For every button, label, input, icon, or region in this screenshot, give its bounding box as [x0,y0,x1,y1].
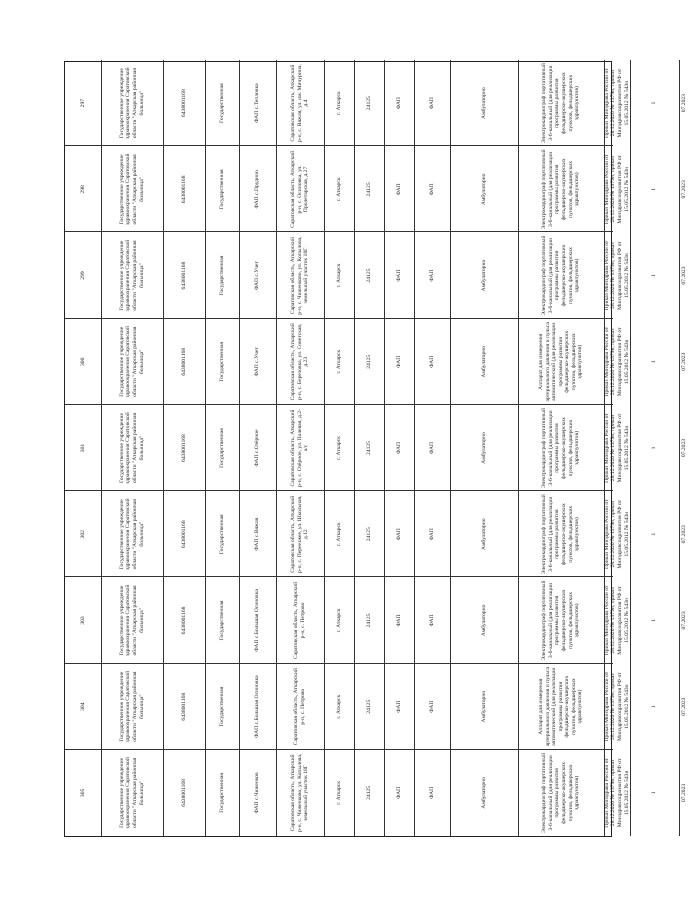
table-grid [64,61,687,837]
table-cell-date [679,405,690,491]
table-cell-institution [101,577,163,663]
cell-text: ФАП [395,269,402,282]
cell-text: Государственная [218,686,225,727]
cell-text: 24125 [365,785,372,800]
table-cell-date [679,491,690,577]
table-cell-address [276,577,324,663]
table-cell-address [276,146,324,232]
cell-text: ФАП [395,183,402,196]
table-cell-profile [518,319,604,405]
table-cell-locality [324,405,354,491]
table-cell-care [450,405,518,491]
table-cell-no [65,319,101,405]
cell-text: Электрокардиограф портативный 3-6-канальный (для реализации программы развития фельдшерско-акушерских пунктов, фельдшерских здравпунктов) [541,580,581,661]
cell-text: Государственная [218,255,225,296]
cell-text: Электрокардиограф портативный 3-6-канальный (для реализации программы развития фельдшерско-акушерских пунктов, фельдшерских здравпунктов) [541,408,581,488]
table-cell-name [239,232,276,318]
table-cell-qty [630,405,679,491]
table-cell-ownership [205,750,239,836]
table-cell-ownership [205,146,239,232]
table-cell-address [276,750,324,836]
table-cell-basis [604,319,630,405]
cell-text: ФАП [395,528,402,541]
cell-text: Государственная [218,169,225,210]
cell-text: 07.2023 [681,266,687,285]
table-cell-name [239,491,276,577]
cell-text: Электрокардиограф портативный 3-6-канальный (для реализации программы развития фельдшерско-акушерских пунктов, фельдшерских здравпунктов) [541,235,581,316]
table-cell-address [276,491,324,577]
table-cell-profile [518,405,604,491]
table-cell-code [163,405,205,491]
cell-text: 6438001168 [180,347,187,376]
table-cell-profile [518,577,604,663]
table-cell-type1 [384,491,414,577]
cell-text: 24125 [365,699,372,714]
table-cell-ownership [205,60,239,146]
table-cell-profile [518,60,604,146]
table-cell-district [354,232,384,318]
cell-text: Государственная [218,600,225,641]
table-cell-basis [604,577,630,663]
table-cell-locality [324,319,354,405]
cell-text: Приказ Минздрава России от 28.12.2020 № 1379н, приказ Минздравсоцразвития РФ от 15.05.2012 № 543н [603,154,630,225]
cell-text: Государственное учреждение здравоохранения Саратовской области "Аткарская районная больница" [118,239,145,312]
cell-text: ФАП [428,183,435,196]
cell-text: Саратовская область, Аткарский р-н, с. Петрово [293,581,306,659]
table-cell-basis [604,146,630,232]
cell-text: Саратовская область, Аткарский р-н, с. Осиновка, ул. Пролетарская, д.27 [290,150,310,228]
cell-text: Амбулаторно [480,604,487,637]
cell-text: ФАП [395,700,402,713]
table-cell-no [65,405,101,491]
table-cell-type1 [384,405,414,491]
cell-text: 07.2023 [681,783,687,802]
cell-text: 6438001168 [180,520,187,549]
table-cell-address [276,319,324,405]
table-cell-care [450,232,518,318]
table-cell-institution [101,60,163,146]
cell-text: Приказ Минздрава России от 28.12.2020 № 1379н, приказ Минздравсоцразвития РФ от 15.05.2012 № 543н [603,413,630,483]
table-cell-type1 [384,577,414,663]
table-cell-ownership [205,577,239,663]
cell-text: Государственное учреждение здравоохранения Саратовской области "Аткарская районная больница" [118,584,145,657]
cell-text: г. Аткарск [335,694,342,719]
table-cell-type2 [414,577,450,663]
table-cell-district [354,405,384,491]
cell-text: 24125 [365,268,372,283]
cell-text: Приказ Минздрава России от 28.12.2020 № 1379н, приказ Минздравсоцразвития РФ от 15.05.2012 № 543н [603,499,630,570]
cell-text: 6438001168 [180,692,187,721]
table-cell-name [239,405,276,491]
cell-text: г. Аткарск [335,522,342,547]
cell-text: Государственная [218,773,225,813]
cell-text: Саратовская область, Аткарский р-н, с. Переезжее, ул. Школьная, д.12 [290,495,310,573]
cell-text: Амбулаторно [480,690,487,723]
table-cell-district [354,664,384,750]
cell-text: Амбулаторно [480,259,487,292]
cell-text: 6438001168 [180,606,187,635]
cell-text: г. Аткарск [335,91,342,116]
table-cell-district [354,750,384,836]
table-cell-no [65,577,101,663]
table-cell-qty [630,491,679,577]
cell-text: г. Аткарск [335,608,342,633]
table-cell-date [679,319,690,405]
cell-text: ФАП [395,355,402,368]
cell-text: Государственное учреждение здравоохранения Саратовской области "Аткарская районная больница" [118,67,145,139]
cell-text: Электрокардиограф портативный 3-6-канальный (для реализации программы развития фельдшерско-акушерских пунктов, фельдшерских здравпунктов) [541,494,581,575]
cell-text: Саратовская область, Аткарский р-н, с. Чиженково, ул. Копылова, земельный участок 18Г [290,753,310,833]
cell-text: Государственная [218,341,225,382]
cell-text: Амбулаторно [480,345,487,378]
table-cell-basis [604,232,630,318]
table-cell-care [450,60,518,146]
table-cell-care [450,750,518,836]
table-cell-basis [604,60,630,146]
table-cell-profile [518,232,604,318]
cell-text: 305 [79,788,86,798]
table-cell-code [163,491,205,577]
cell-text: ФАП с.Учет [254,347,261,377]
cell-text: ФАП с.Учет [254,261,261,291]
cell-text: ФАП [428,614,435,627]
cell-text: Саратовская область, Аткарский р-н, с. Чиженково, ул. Копылова, земельный участок 18Г [290,236,310,315]
table-cell-ownership [205,319,239,405]
table-cell-institution [101,491,163,577]
cell-text: 1 [651,360,658,364]
table-cell-date [679,232,690,318]
table-cell-type1 [384,664,414,750]
table-cell-name [239,577,276,663]
cell-text: Приказ Минздрава России от 28.12.2020 № 1379н, приказ Минздравсоцразвития РФ от 15.05.2012 № 543н [603,68,630,138]
cell-text: Саратовская область, Аткарский р-н, с. Петрово [293,668,306,746]
cell-text: 07.2023 [681,525,687,544]
table-cell-code [163,577,205,663]
cell-text: 304 [79,702,86,711]
table-cell-name [239,750,276,836]
table-cell-date [679,146,690,232]
cell-text: Амбулаторно [480,87,487,119]
table-cell-address [276,664,324,750]
cell-text: Государственное учреждение здравоохранения Саратовской области "Аткарская районная больница" [118,153,145,226]
cell-text: Государственная [218,83,225,123]
cell-text: 24125 [365,354,372,369]
cell-text: 6438001168 [180,779,187,807]
table-cell-qty [630,60,679,146]
rotated-table [64,61,687,837]
table-cell-locality [324,491,354,577]
cell-text: 299 [79,271,86,280]
cell-text: 303 [79,616,86,625]
cell-text: ФАП [428,355,435,368]
cell-text: Приказ Минздрава России от 28.12.2020 № 1379н, приказ Минздравсоцразвития РФ от 15.05.2012 № 543н [603,671,630,742]
table-cell-qty [630,750,679,836]
cell-text: 6438001168 [180,89,187,118]
table-cell-care [450,664,518,750]
table-cell-type1 [384,750,414,836]
table-cell-type2 [414,750,450,836]
cell-text: ФАП с.Прудино [254,170,261,209]
table-cell-institution [101,319,163,405]
table-cell-no [65,491,101,577]
cell-text: г. Аткарск [335,349,342,374]
cell-text: 6438001168 [180,261,187,290]
table-cell-basis [604,491,630,577]
table-cell-no [65,232,101,318]
table-cell-ownership [205,405,239,491]
cell-text: 1 [651,187,658,191]
cell-text: Государственная [218,514,225,555]
cell-text: Амбулаторно [480,173,487,206]
table-cell-institution [101,750,163,836]
cell-text: 1 [651,619,658,622]
cell-text: ФАП [395,97,402,110]
cell-text: 6438001168 [180,175,187,204]
table-cell-qty [630,319,679,405]
table-cell-code [163,750,205,836]
table-cell-date [679,60,690,146]
table-cell-no [65,60,101,146]
cell-text: 24125 [365,96,372,111]
cell-text: Амбулаторно [480,777,487,809]
cell-text: Саратовская область, Аткарский р-н, с. Озёрное, ул. Полевая, д.2-а/с [290,409,310,487]
table-cell-locality [324,750,354,836]
table-cell-institution [101,232,163,318]
cell-text: г. Аткарск [335,177,342,202]
cell-text: ФАП с.Тепловка [254,83,261,123]
cell-text: ФАП с.Чиженков [254,772,261,814]
cell-text: Приказ Минздрава России от 28.12.2020 № 1379н, приказ Минздравсоцразвития РФ от 15.05.2012 № 543н [603,585,630,656]
cell-text: г. Аткарск [335,781,342,805]
cell-text: ФАП [395,441,402,455]
cell-text: ФАП [395,614,402,627]
table-cell-date [679,577,690,663]
table-cell-address [276,232,324,318]
cell-text: Амбулаторно [480,518,487,551]
table-cell-district [354,319,384,405]
table-cell-code [163,146,205,232]
cell-text: Электрокардиограф портативный 3-6-канальный (для реализации программы развития фельдшерско-акушерских пунктов, фельдшерских здравпунктов) [541,63,581,144]
table-cell-address [276,60,324,146]
cell-text: Приказ Минздрава России от 28.12.2020 № 1379н, приказ Минздравсоцразвития РФ от 15.05.2012 № 543н [603,758,630,828]
cell-text: Саратовская область, Аткарский р-н, с. Вяжля, ул. им. Мичурина, д.4 [290,64,310,143]
table-cell-profile [518,664,604,750]
cell-text: ФАП [428,441,435,455]
cell-text: 1 [651,791,658,795]
table-cell-care [450,491,518,577]
cell-text: 24125 [365,182,372,197]
table-cell-institution [101,405,163,491]
table-cell-locality [324,577,354,663]
cell-text: 24125 [365,441,372,456]
cell-text: Государственное учреждение здравоохранения Саратовской области "Аткарская районная больница" [118,325,145,398]
table-cell-address [276,405,324,491]
cell-text: 297 [79,98,86,108]
table-cell-qty [630,232,679,318]
table-cell-type1 [384,232,414,318]
table-cell-care [450,319,518,405]
table-cell-type1 [384,146,414,232]
table-cell-district [354,146,384,232]
table-cell-code [163,232,205,318]
table-cell-profile [518,750,604,836]
cell-text: 07.2023 [681,180,687,199]
cell-text: 301 [79,443,86,453]
table-cell-ownership [205,664,239,750]
table-cell-type1 [384,60,414,146]
table-cell-locality [324,664,354,750]
table-cell-type2 [414,146,450,232]
table-cell-institution [101,146,163,232]
cell-text: ФАП [428,97,435,110]
cell-text: Аппарат для измерения артериального давления и пульса автоматический (для реализации программы развития фельдшерско-акушерских пунктов, фельдшерских здравпунктов) [537,666,584,747]
table-cell-district [354,577,384,663]
table-cell-no [65,664,101,750]
cell-text: Приказ Минздрава России от 28.12.2020 № 1379н, приказ Минздравсоцразвития РФ от 15.05.2012 № 543н [603,326,630,397]
cell-text: 24125 [365,527,372,542]
table-cell-basis [604,405,630,491]
cell-text: Государственное учреждение здравоохранения Саратовской области "Аткарская районная больница" [118,412,145,484]
table-cell-type2 [414,491,450,577]
table-cell-district [354,60,384,146]
cell-text: ФАП с.Вяжля [254,517,261,551]
cell-text: Электрокардиограф портативный 3-6-канальный (для реализации программы развития фельдшерско-акушерских пунктов, фельдшерских здравпунктов) [541,752,581,833]
cell-text: 1 [651,532,658,536]
table-cell-locality [324,232,354,318]
table-cell-basis [604,664,630,750]
cell-text: 300 [79,357,86,366]
cell-text: 07.2023 [681,697,687,716]
cell-text: Государственное учреждение здравоохранения Саратовской области "Аткарская районная больница" [118,498,145,571]
table-cell-type2 [414,664,450,750]
cell-text: Государственная [218,428,225,468]
table-cell-ownership [205,232,239,318]
cell-text: ФАП с.Большая Осиновка [254,589,261,652]
table-cell-institution [101,664,163,750]
cell-text: 1 [651,101,658,105]
table-cell-name [239,664,276,750]
table-cell-no [65,750,101,836]
cell-text: 1 [651,274,658,277]
cell-text: ФАП с.Большая Осиновка [254,675,261,738]
table-cell-code [163,664,205,750]
cell-text: 298 [79,185,86,194]
table-cell-profile [518,146,604,232]
table-cell-qty [630,664,679,750]
table-cell-care [450,146,518,232]
cell-text: ФАП [428,786,435,799]
cell-text: 07.2023 [681,611,687,630]
table-cell-locality [324,146,354,232]
table-cell-care [450,577,518,663]
cell-text: 1 [651,446,658,450]
table-cell-locality [324,60,354,146]
cell-text: 6438001168 [180,434,187,462]
table-cell-qty [630,577,679,663]
cell-text: 07.2023 [681,438,687,458]
cell-text: ФАП [428,269,435,282]
cell-text: Приказ Минздрава России от 28.12.2020 № 1379н, приказ Минздравсоцразвития РФ от 15.05.2012 № 543н [603,240,630,311]
table-cell-type2 [414,319,450,405]
table-cell-type2 [414,232,450,318]
cell-text: ФАП [428,700,435,713]
table-cell-name [239,146,276,232]
cell-text: ФАП [428,528,435,541]
cell-text: г. Аткарск [335,436,342,460]
cell-text: ФАП [395,786,402,799]
table-cell-name [239,319,276,405]
cell-text: 07.2023 [681,94,687,113]
table-cell-date [679,664,690,750]
table-cell-date [679,750,690,836]
table-cell-profile [518,491,604,577]
cell-text: Электрокардиограф портативный 3-6-канальный (для реализации программы развития фельдшерско-акушерских пунктов, фельдшерских здравпунктов) [541,149,581,230]
cell-text: г. Аткарск [335,263,342,288]
table-cell-basis [604,750,630,836]
cell-text: 24125 [365,613,372,628]
table-cell-district [354,491,384,577]
cell-text: Государственное учреждение здравоохранения Саратовской области "Аткарская районная больница" [118,757,145,829]
table-cell-code [163,319,205,405]
table-cell-no [65,146,101,232]
table-cell-type2 [414,405,450,491]
cell-text: Государственное учреждение здравоохранения Саратовской области "Аткарская районная больница" [118,670,145,743]
table-cell-ownership [205,491,239,577]
table-cell-name [239,60,276,146]
cell-text: ФАП с.Озёрное [254,429,261,467]
cell-text: Аппарат для измерения артериального давления и пульса автоматический (для реализации программы развития фельдшерско-акушерских пунктов, фельдшерских здравпунктов) [537,322,584,402]
table-cell-type1 [384,319,414,405]
cell-text: Саратовская область, Аткарский р-н, с. Березовка, ул. Советская, д.23 [290,323,310,401]
table-cell-code [163,60,205,146]
cell-text: 302 [79,530,86,539]
cell-text: 07.2023 [681,352,687,371]
cell-text: 1 [651,705,658,709]
table-cell-type2 [414,60,450,146]
cell-text: Амбулаторно [480,432,487,464]
table-cell-qty [630,146,679,232]
